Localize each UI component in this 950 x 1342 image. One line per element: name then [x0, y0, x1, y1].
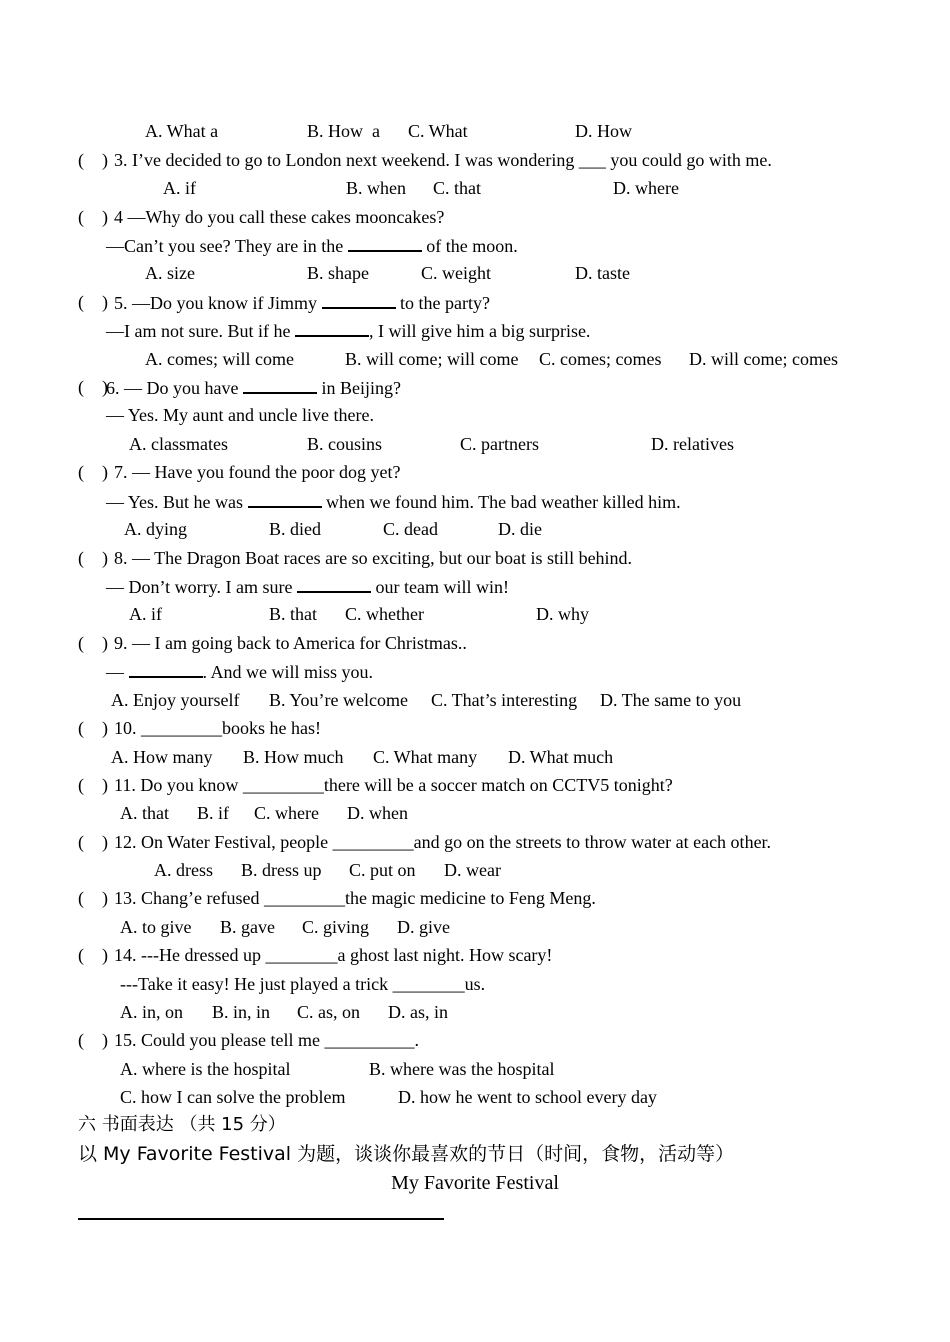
option: C. dead: [383, 519, 438, 539]
option: D. will come; comes: [689, 349, 838, 369]
answer-bracket[interactable]: ( ): [78, 888, 108, 908]
stem-part: 5. —Do you know if Jimmy: [114, 293, 318, 313]
answer-bracket[interactable]: ( ): [78, 718, 108, 738]
stem-part: —Can’t you see? They are in the: [106, 236, 344, 256]
writing-instruction: 以 My Favorite Festival 为题，谈谈你最喜欢的节日（时间，食物，活动等）: [78, 1143, 735, 1165]
option: B. will come; will come: [345, 349, 519, 369]
dialogue-line: ---Take it easy! He just played a trick ________us.: [120, 974, 486, 994]
dialogue-line: [106, 490, 681, 513]
option: A. classmates: [129, 434, 228, 454]
option: D. taste: [575, 263, 630, 283]
option: B. How much: [243, 747, 344, 767]
option: B. cousins: [307, 434, 383, 454]
option: B. dress up: [241, 860, 322, 880]
option: C. that: [433, 178, 481, 198]
blank[interactable]: [129, 660, 203, 678]
option: B. when: [346, 178, 406, 198]
blank: ___: [578, 150, 606, 170]
question-stem: 4 —Why do you call these cakes mooncakes?: [114, 207, 445, 227]
stem-part: when we found him. The bad weather killed him.: [326, 492, 681, 512]
option: D. die: [498, 519, 542, 539]
question-stem: 9. — I am going back to America for Christmas..: [114, 633, 467, 653]
section-heading: 六 书面表达 （共 15 分）: [78, 1114, 286, 1135]
option: B. in, in: [212, 1002, 271, 1022]
option: D. What much: [508, 747, 614, 767]
question-stem: 14. ---He dressed up ________a ghost last night. How scary!: [114, 945, 553, 965]
option: D. as, in: [388, 1002, 448, 1022]
option: D. when: [347, 803, 408, 823]
question-stem: [114, 149, 772, 171]
option: C. whether: [345, 604, 424, 624]
blank[interactable]: [348, 234, 422, 252]
option: A. How many: [111, 747, 213, 767]
option: D. how he went to school every day: [398, 1087, 657, 1107]
option: A. that: [120, 803, 169, 823]
option: A. if: [163, 178, 196, 198]
stem-part: —: [106, 662, 124, 682]
answer-bracket[interactable]: ( ): [78, 832, 108, 852]
answer-bracket[interactable]: ( ): [78, 548, 108, 568]
option: A. to give: [120, 917, 192, 937]
option: A. comes; will come: [145, 349, 294, 369]
answer-bracket[interactable]: ( ): [78, 945, 108, 965]
option: C. giving: [302, 917, 370, 937]
answer-bracket[interactable]: ( ): [78, 207, 108, 227]
dialogue-line: [106, 234, 518, 257]
dialogue-line: — Yes. My aunt and uncle live there.: [106, 405, 374, 425]
option: D. The same to you: [600, 690, 742, 710]
option: C. how I can solve the problem: [120, 1087, 346, 1107]
option: A. size: [145, 263, 195, 283]
blank[interactable]: [243, 376, 317, 394]
option: A. dying: [124, 519, 187, 539]
answer-bracket[interactable]: ( ): [78, 150, 108, 170]
stem-part: 3. I’ve decided to go to London next weekend. I was wondering: [114, 150, 575, 170]
blank[interactable]: [322, 291, 396, 309]
option: D. why: [536, 604, 589, 624]
option: B. where was the hospital: [369, 1059, 555, 1079]
stem-part: in Beijing?: [321, 378, 401, 398]
stem-part: of the moon.: [426, 236, 518, 256]
option: C. as, on: [297, 1002, 360, 1022]
blank[interactable]: [295, 319, 369, 337]
option: B. How a: [307, 121, 380, 141]
option: B. died: [269, 519, 321, 539]
essay-title: My Favorite Festival: [391, 1172, 559, 1194]
question-stem: [114, 291, 490, 314]
option: C. partners: [460, 434, 539, 454]
question-stem: 15. Could you please tell me __________.: [114, 1030, 419, 1050]
option: A. if: [129, 604, 162, 624]
option: A. in, on: [120, 1002, 183, 1022]
question-stem: 11. Do you know _________there will be a soccer match on CCTV5 tonight?: [114, 775, 673, 795]
option: C. comes; comes: [539, 349, 662, 369]
answer-bracket[interactable]: ( ): [78, 292, 108, 312]
stem-part: to the party?: [400, 293, 490, 313]
option: C. What many: [373, 747, 478, 767]
option: B. You’re welcome: [269, 690, 408, 710]
stem-part: 6. — Do you have: [106, 378, 239, 398]
option: D. give: [397, 917, 450, 937]
dialogue-line: [106, 319, 590, 342]
question-stem: 8. — The Dragon Boat races are so exciting, but our boat is still behind.: [114, 548, 633, 568]
option: A. Enjoy yourself: [111, 690, 240, 710]
answer-bracket[interactable]: ( ): [78, 462, 108, 482]
stem-part: our team will win!: [375, 577, 509, 597]
option: D. relatives: [651, 434, 734, 454]
option: B. if: [197, 803, 230, 823]
question-stem: 12. On Water Festival, people _________and go on the streets to throw water at each other.: [114, 832, 772, 852]
answer-bracket[interactable]: ( ): [78, 1030, 108, 1050]
option: A. What a: [145, 121, 219, 141]
option: A. dress: [154, 860, 213, 880]
question-stem: 13. Chang’e refused _________the magic medicine to Feng Meng.: [114, 888, 596, 908]
stem-part: . And we will miss you.: [202, 662, 374, 682]
question-stem: [106, 376, 401, 399]
option: C. put on: [349, 860, 416, 880]
option: D. How: [575, 121, 632, 141]
option: C. That’s interesting: [431, 690, 578, 710]
dialogue-line: [106, 575, 509, 598]
option: C. weight: [421, 263, 491, 283]
option: B. that: [269, 604, 317, 624]
stem-part: — Yes. But he was: [106, 492, 244, 512]
option: B. gave: [220, 917, 275, 937]
dialogue-line: [106, 660, 373, 683]
answer-bracket[interactable]: ( ): [78, 377, 108, 397]
option: C. What: [408, 121, 468, 141]
stem-part: — Don’t worry. I am sure: [106, 577, 293, 597]
option: C. where: [254, 803, 319, 823]
blank[interactable]: [297, 575, 371, 593]
option: D. wear: [444, 860, 501, 880]
blank[interactable]: [248, 490, 322, 508]
question-stem: 7. — Have you found the poor dog yet?: [114, 462, 401, 482]
stem-part: , I will give him a big surprise.: [368, 321, 591, 341]
option: D. where: [613, 178, 679, 198]
writing-line[interactable]: [78, 1218, 444, 1220]
answer-bracket[interactable]: ( ): [78, 775, 108, 795]
option: A. where is the hospital: [120, 1059, 291, 1079]
question-stem: 10. _________books he has!: [114, 718, 321, 738]
stem-part: —I am not sure. But if he: [106, 321, 291, 341]
option: B. shape: [307, 263, 369, 283]
answer-bracket[interactable]: ( ): [78, 633, 108, 653]
stem-part: you could go with me.: [610, 150, 772, 170]
